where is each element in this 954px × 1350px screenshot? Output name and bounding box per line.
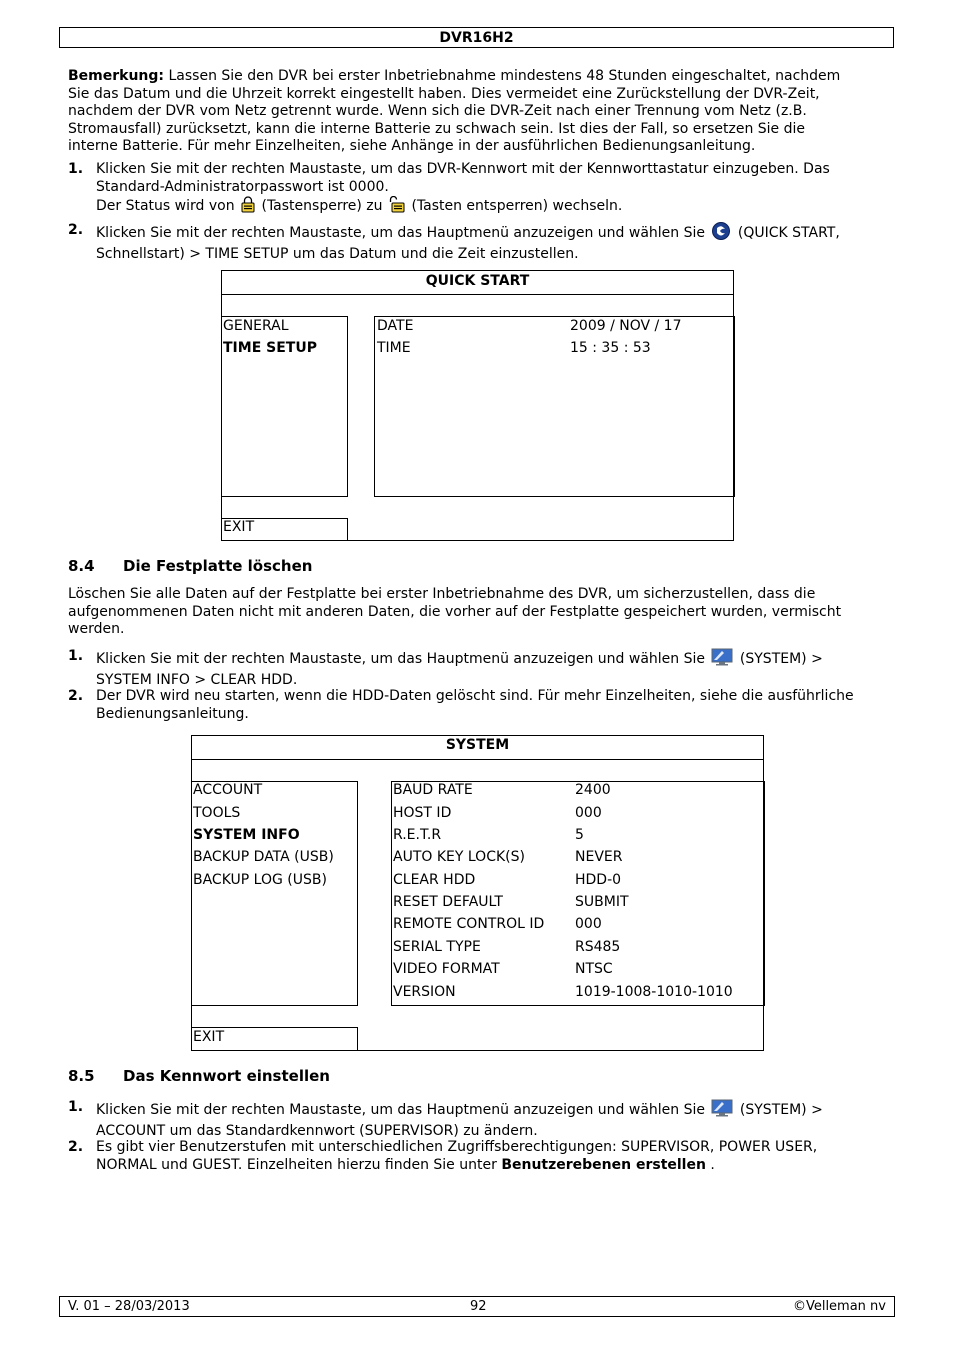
step-line: Es gibt vier Benutzerstufen mit unterschiedlichen Zugriffsberechtigungen: SUPERVISOR, POWER USER,	[96, 1139, 818, 1155]
setting-value-time[interactable]: 15 : 35 : 53	[570, 340, 651, 356]
step-number: 2.	[68, 1139, 84, 1155]
step-line: ACCOUNT um das Standardkennwort (SUPERVISOR) zu ändern.	[96, 1122, 538, 1139]
step-text-fragment: (SYSTEM) >	[739, 1102, 823, 1118]
section-heading-8-4	[68, 557, 568, 577]
section-intro	[68, 586, 888, 639]
setting-value-retr[interactable]: 5	[575, 827, 584, 843]
cross-reference: Benutzerebenen erstellen	[501, 1156, 706, 1173]
step-text-fragment: Der Status wird von	[96, 198, 235, 214]
footer-copyright: ©Velleman nv	[792, 1299, 886, 1314]
menu-item-time-setup[interactable]: TIME SETUP	[223, 340, 317, 356]
step-text	[96, 1139, 891, 1174]
setting-label-serial-type: SERIAL TYPE	[393, 939, 481, 955]
setting-value-version: 1019-1008-1010-1010	[575, 984, 733, 1000]
step-line	[96, 1099, 891, 1123]
setting-value-date[interactable]: 2009 / NOV / 17	[570, 318, 682, 334]
step-text-fragment: (Tastensperre) zu	[261, 198, 383, 214]
remark-paragraph	[68, 68, 888, 156]
system-monitor-icon	[711, 648, 733, 672]
exit-button[interactable]: EXIT	[223, 519, 255, 535]
intro-line: werden.	[68, 621, 125, 637]
document-title: DVR16H2	[439, 30, 514, 46]
step-line	[96, 196, 891, 219]
setting-value-remote-control-id[interactable]: 000	[575, 916, 602, 932]
setting-label-reset-default: RESET DEFAULT	[393, 894, 503, 910]
setting-label-version: VERSION	[393, 984, 456, 1000]
step-text	[96, 648, 891, 689]
step-line: SYSTEM INFO > CLEAR HDD.	[96, 671, 298, 688]
step-text-fragment: Klicken Sie mit der rechten Maustaste, um das Hauptmenü anzuzeigen und wählen Sie	[96, 651, 705, 667]
remark-label: Bemerkung:	[68, 68, 165, 84]
step-text	[96, 222, 891, 263]
step-text-fragment: (QUICK START,	[737, 225, 840, 241]
remark-line-2: Sie das Datum und die Uhrzeit korrekt eingestellt haben. Dies vermeidet eine Zurückstellung der DVR-Zeit,	[68, 85, 820, 102]
setting-label-date: DATE	[377, 318, 414, 334]
setting-label-clear-hdd: CLEAR HDD	[393, 872, 476, 888]
step-number: 1.	[68, 161, 84, 177]
remark-text-1: Lassen Sie den DVR bei erster Inbetriebnahme mindestens 48 Stunden eingeschaltet, nachdem	[168, 68, 841, 84]
step-text-fragment: Klicken Sie mit der rechten Maustaste, um das Hauptmenü anzuzeigen und wählen Sie	[96, 1102, 705, 1118]
section-number: 8.5	[68, 1067, 95, 1085]
setting-value-auto-key-lock[interactable]: NEVER	[575, 849, 623, 865]
padlock-unlocked-icon	[389, 196, 405, 219]
menu-item-tools[interactable]: TOOLS	[193, 805, 241, 821]
section-heading-8-5	[68, 1067, 568, 1087]
step-number: 1.	[68, 648, 84, 664]
menu-divider	[222, 294, 733, 295]
setting-label-retr: R.E.T.R	[393, 827, 442, 843]
system-monitor-icon	[711, 1099, 733, 1123]
menu-item-backup-data[interactable]: BACKUP DATA (USB)	[193, 849, 334, 865]
step-text-fragment: .	[710, 1156, 715, 1173]
setting-label-auto-key-lock: AUTO KEY LOCK(S)	[393, 849, 525, 865]
document-header	[59, 27, 894, 48]
setting-value-baud-rate[interactable]: 2400	[575, 782, 611, 798]
step-line: Klicken Sie mit der rechten Maustaste, um das DVR-Kennwort mit der Kennworttastatur einzugeben. Das	[96, 161, 830, 177]
remark-line-5: interne Batterie. Für mehr Einzelheiten, siehe Anhänge in der ausführlichen Bedienungsanleitung.	[68, 138, 756, 154]
menu-item-general[interactable]: GENERAL	[223, 318, 289, 334]
remark-line-3: nachdem der DVR vom Netz getrennt wurde. Wenn sich die DVR-Zeit nach einer Trennung vom Netz (z.B.	[68, 103, 807, 119]
exit-button[interactable]: EXIT	[193, 1029, 225, 1045]
step-text-fragment: NORMAL und GUEST. Einzelheiten hierzu finden Sie unter	[96, 1156, 497, 1173]
quick-start-globe-icon	[711, 222, 731, 246]
step-text-fragment: Klicken Sie mit der rechten Maustaste, um das Hauptmenü anzuzeigen und wählen Sie	[96, 225, 705, 241]
setting-label-remote-control-id: REMOTE CONTROL ID	[393, 916, 545, 932]
menu-title: SYSTEM	[445, 737, 510, 753]
step-line	[96, 1157, 891, 1175]
menu-title: QUICK START	[425, 273, 530, 289]
step-number: 2.	[68, 688, 84, 704]
remark-line-1	[68, 68, 888, 86]
step-line	[96, 222, 891, 246]
setting-value-reset-default[interactable]: SUBMIT	[575, 894, 629, 910]
quick-start-menu	[221, 270, 734, 541]
menu-divider	[192, 759, 763, 760]
step-line: Standard-Administratorpasswort ist 0000.	[96, 178, 389, 195]
setting-label-video-format: VIDEO FORMAT	[393, 961, 500, 977]
remark-line-4: Stromausfall) zurücksetzt, kann die interne Batterie zu schwach sein. Ist dies der Fall, so ersetzen Sie die	[68, 120, 806, 137]
step-line: Der DVR wird neu starten, wenn die HDD-Daten gelöscht sind. Für mehr Einzelheiten, siehe die ausführliche	[96, 688, 854, 704]
section-title: Das Kennwort einstellen	[123, 1067, 330, 1085]
intro-line: Löschen Sie alle Daten auf der Festplatte bei erster Inbetriebnahme des DVR, um sicherzustellen, dass die	[68, 586, 816, 602]
step-text	[96, 688, 891, 723]
step-text	[96, 161, 891, 219]
setting-value-clear-hdd[interactable]: HDD-0	[575, 872, 622, 888]
menu-item-system-info[interactable]: SYSTEM INFO	[193, 827, 300, 843]
step-line	[96, 648, 891, 672]
setting-value-host-id[interactable]: 000	[575, 805, 602, 821]
section-number: 8.4	[68, 557, 95, 575]
menu-item-backup-log[interactable]: BACKUP LOG (USB)	[193, 872, 327, 888]
footer-version: V. 01 – 28/03/2013	[68, 1299, 190, 1314]
step-text-fragment: (SYSTEM) >	[739, 651, 823, 667]
intro-line: aufgenommenen Daten nicht mit anderen Daten, die vorher auf der Festplatte gespeichert wurden, vermischt	[68, 603, 842, 620]
setting-label-baud-rate: BAUD RATE	[393, 782, 473, 798]
step-text-fragment: (Tasten entsperren) wechseln.	[411, 198, 623, 214]
system-menu	[191, 735, 764, 1051]
settings-pane	[374, 316, 735, 497]
setting-label-time: TIME	[377, 340, 411, 356]
step-number: 1.	[68, 1099, 84, 1115]
step-line: Schnellstart) > TIME SETUP um das Datum und die Zeit einzustellen.	[96, 245, 579, 262]
setting-label-host-id: HOST ID	[393, 805, 452, 821]
setting-value-video-format[interactable]: NTSC	[575, 961, 613, 977]
padlock-locked-icon	[241, 196, 255, 219]
step-text	[96, 1099, 891, 1140]
page-number: 92	[470, 1299, 487, 1314]
document-footer	[59, 1296, 895, 1317]
setting-value-serial-type[interactable]: RS485	[575, 939, 621, 955]
menu-item-account[interactable]: ACCOUNT	[193, 782, 263, 798]
step-line: Bedienungsanleitung.	[96, 705, 249, 722]
section-title: Die Festplatte löschen	[123, 557, 313, 575]
step-number: 2.	[68, 222, 84, 238]
